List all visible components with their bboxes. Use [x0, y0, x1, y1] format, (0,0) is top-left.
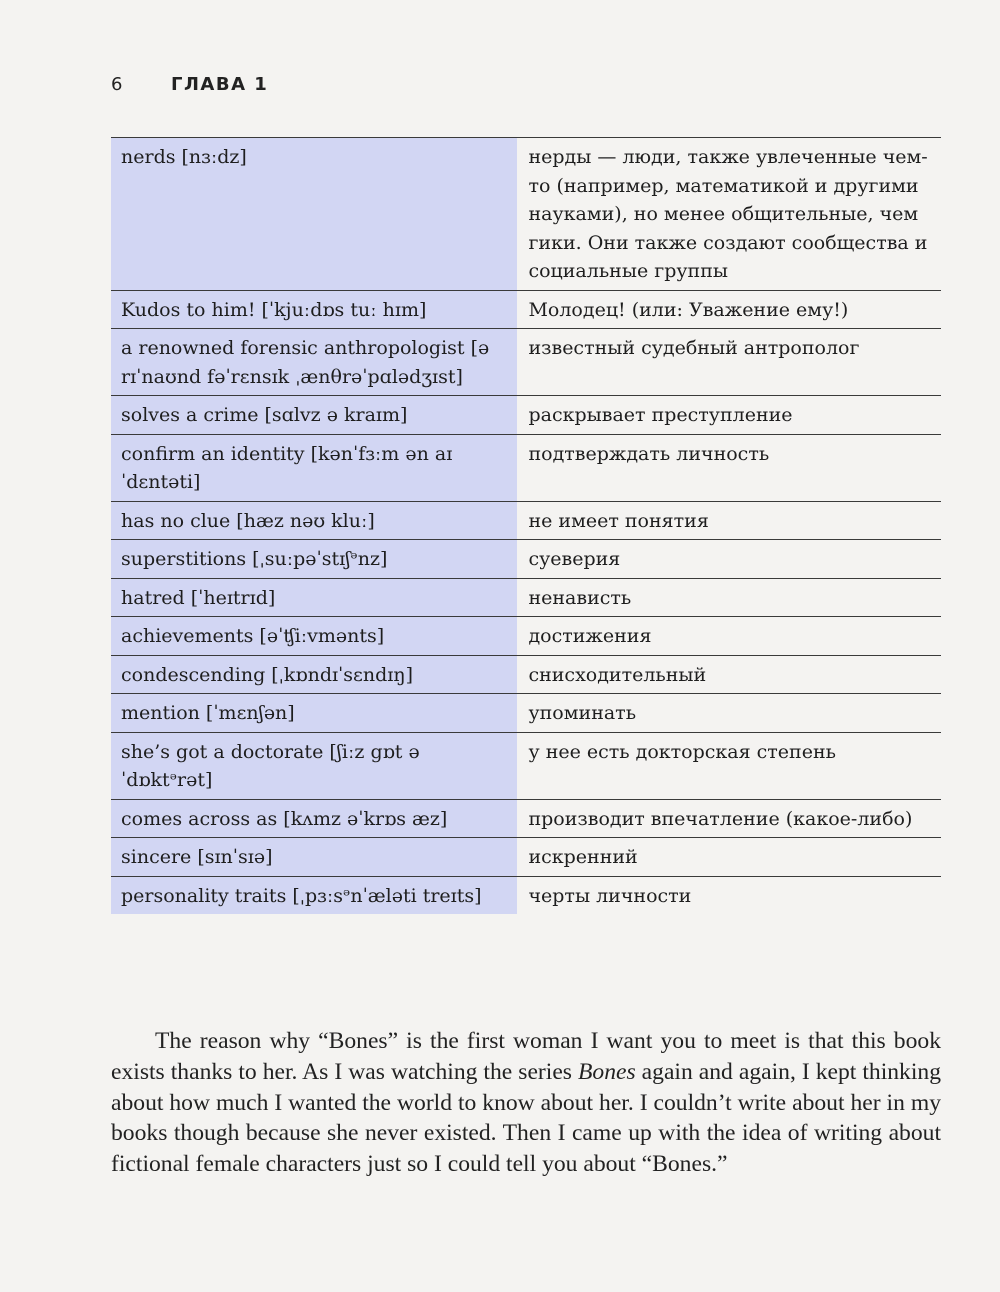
vocab-row [111, 694, 941, 733]
vocab-translation: раскрывает преступление [517, 396, 941, 435]
vocab-translation: черты личности [517, 876, 941, 914]
paragraph-text-start: The reason why “Bones” is the first woman I want you to meet is that this book exists thanks to her. As I was watching the series [111, 1028, 941, 1085]
vocab-term: a renowned forensic anthropologist [ə rɪˈnaʊnd fəˈrɛnsɪk ˌænθrəˈpɑlədʒɪst] [111, 329, 517, 396]
vocabulary-table-body [111, 138, 941, 915]
vocab-row [111, 732, 941, 799]
vocab-term: condescending [ˌkɒndɪˈsɛndɪŋ] [111, 655, 517, 694]
vocab-row [111, 396, 941, 435]
vocab-translation: у нее есть докторская степень [517, 732, 941, 799]
vocab-translation: снисходительный [517, 655, 941, 694]
vocab-row [111, 655, 941, 694]
body-paragraph [111, 1026, 941, 1180]
paragraph-text-end: again and again, I kept thinking about how much I wanted the world to know about her. I couldn’t write about her in my books though because she never existed. Then I came up with the idea of writing about fictional female characters just so I could tell you about “Bones.” [111, 1058, 941, 1178]
vocab-term: solves a crime [sɑlvz ə kraɪm] [111, 396, 517, 435]
vocab-row [111, 617, 941, 656]
page-number: 6 [111, 74, 123, 95]
vocab-translation: подтверждать личность [517, 434, 941, 501]
vocab-translation: суеверия [517, 540, 941, 579]
vocab-translation: нерды — люди, также увлеченные чем-то (например, математикой и другими науками), но менее общительные, чем гики. Они также создают сообщества и социальные группы [517, 138, 941, 291]
vocab-row [111, 876, 941, 914]
vocab-row [111, 138, 941, 291]
vocab-term: comes across as [kʌmz əˈkrɒs æz] [111, 799, 517, 838]
vocab-term: nerds [nɜːdz] [111, 138, 517, 291]
chapter-title: ГЛАВА 1 [171, 74, 269, 95]
vocab-term: confirm an identity [kənˈfɜːm ən aɪˈdɛntəti] [111, 434, 517, 501]
page-header [111, 74, 268, 95]
vocab-translation: искренний [517, 838, 941, 877]
vocab-term: Kudos to him! [ˈkjuːdɒs tuː hɪm] [111, 290, 517, 329]
vocab-row [111, 838, 941, 877]
series-title-italic: Bones [578, 1058, 636, 1085]
vocab-row [111, 578, 941, 617]
vocab-translation: ненависть [517, 578, 941, 617]
vocab-translation: известный судебный антрополог [517, 329, 941, 396]
vocab-translation: не имеет понятия [517, 501, 941, 540]
vocab-term: sincere [sɪnˈsɪə] [111, 838, 517, 877]
vocab-translation: упоминать [517, 694, 941, 733]
vocab-translation: производит впечатление (какое-либо) [517, 799, 941, 838]
vocab-row [111, 434, 941, 501]
vocab-term: hatred [ˈheɪtrɪd] [111, 578, 517, 617]
vocabulary-table [111, 137, 941, 914]
vocab-row [111, 290, 941, 329]
vocab-translation: Молодец! (или: Уважение ему!) [517, 290, 941, 329]
vocab-term: she’s got a doctorate [ʃiːz gɒt ə ˈdɒktᵊrət] [111, 732, 517, 799]
vocab-row [111, 501, 941, 540]
vocab-row [111, 329, 941, 396]
vocab-term: personality traits [ˌpɜːsᵊnˈæləti treɪts] [111, 876, 517, 914]
vocab-translation: достижения [517, 617, 941, 656]
vocab-row [111, 540, 941, 579]
vocab-term: superstitions [ˌsuːpəˈstɪʃᵊnz] [111, 540, 517, 579]
vocab-term: has no clue [hæz nəʊ kluː] [111, 501, 517, 540]
vocab-term: achievements [əˈʧiːvmənts] [111, 617, 517, 656]
vocab-term: mention [ˈmɛnʃən] [111, 694, 517, 733]
vocab-row [111, 799, 941, 838]
